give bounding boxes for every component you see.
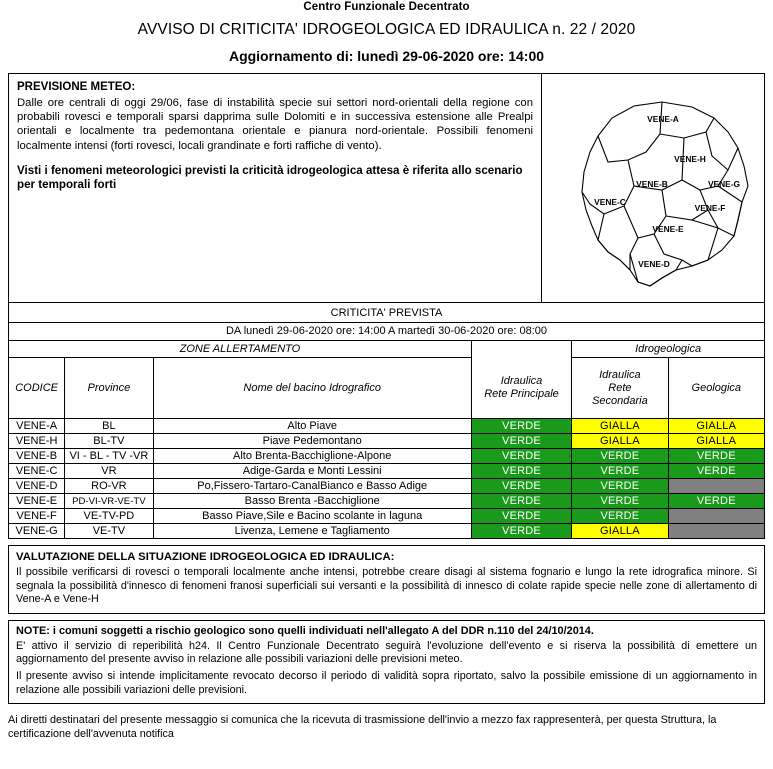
map-label-vene-d: VENE-D xyxy=(638,259,670,269)
row-bacino: Po,Fissero-Tartaro-CanalBianco e Basso Adige xyxy=(153,479,471,494)
meteo-highlight: Visti i fenomeni meteorologici previsti la criticità idrogeologica attesa è riferita allo scenario per temporali forti xyxy=(17,163,523,192)
col-header-codice: CODICE xyxy=(9,358,65,419)
col-header-idraulica-principale-line1: Idraulica xyxy=(500,374,543,387)
row-idraulica-principale: VERDE xyxy=(471,449,571,464)
map-label-vene-f: VENE-F xyxy=(694,203,726,213)
row-geologica: VERDE xyxy=(668,449,764,464)
group-header-spacer xyxy=(471,341,571,358)
group-header-zone: ZONE ALLERTAMENTO xyxy=(9,341,472,358)
row-codice: VENE-E xyxy=(9,494,65,509)
col-header-bacino: Nome del bacino Idrografico xyxy=(153,358,471,419)
map-label-vene-a: VENE-A xyxy=(647,114,679,124)
row-bacino: Basso Brenta -Bacchiglione xyxy=(153,494,471,509)
document-title: AVVISO DI CRITICITA' IDROGEOLOGICA ED IDRAULICA n. 22 / 2020 xyxy=(137,21,636,38)
row-codice: VENE-D xyxy=(9,479,65,494)
col-header-idraulica-secondaria-line1: Idraulica xyxy=(599,368,641,381)
col-header-idraulica-secondaria xyxy=(572,358,668,419)
meteo-text-cell xyxy=(9,74,542,302)
col-header-province: Province xyxy=(65,358,153,419)
row-idraulica-secondaria: GIALLA xyxy=(572,419,668,434)
row-idraulica-principale: VERDE xyxy=(471,509,571,524)
map-label-vene-c: VENE-C xyxy=(594,197,626,207)
criticita-period-row xyxy=(9,323,765,341)
row-bacino: Basso Piave,Sile e Bacino scolante in laguna xyxy=(153,509,471,524)
row-geologica xyxy=(668,479,764,494)
row-geologica: GIALLA xyxy=(668,434,764,449)
veneto-zone-map xyxy=(542,74,764,302)
meteo-section xyxy=(8,73,765,303)
row-idraulica-secondaria: GIALLA xyxy=(572,434,668,449)
valutazione-title: VALUTAZIONE DELLA SITUAZIONE IDROGEOLOGICA ED IDRAULICA: xyxy=(16,551,395,563)
table-row xyxy=(9,464,765,479)
col-header-idraulica-secondaria-line2: Rete xyxy=(608,381,632,394)
table-row xyxy=(9,494,765,509)
row-codice: VENE-G xyxy=(9,524,65,539)
col-header-geologica: Geologica xyxy=(668,358,764,419)
criticita-title: CRITICITA' PREVISTA xyxy=(9,303,765,323)
map-label-vene-g: VENE-G xyxy=(707,179,741,189)
veneto-map-svg xyxy=(542,74,770,302)
organization-title: Centro Funzionale Decentrato xyxy=(303,1,470,13)
row-idraulica-principale: VERDE xyxy=(471,434,571,449)
col-header-idraulica-principale-line2: Rete Principale xyxy=(484,387,559,400)
footer-note: Ai diretti destinatari del presente messaggio si comunica che la ricevuta di trasmissione dell'invio a mezzo fax rappresenterà, per questa Struttura, la certificazione dell'avvenuta notifica xyxy=(8,714,717,740)
row-codice: VENE-B xyxy=(9,449,65,464)
table-row xyxy=(9,479,765,494)
note-paragraph-1: E' attivo il servizio di reperibilità h24. Il Centro Funzionale Decentrato seguirà l'evoluzione dell'evento e si riserva la possibilità di emettere un aggiornamento del presente avviso in relazione alle possibili variazioni delle previsioni meteo. xyxy=(16,639,757,666)
row-geologica xyxy=(668,509,764,524)
table-row xyxy=(9,509,765,524)
row-bacino: Adige-Garda e Monti Lessini xyxy=(153,464,471,479)
meteo-body: Dalle ore centrali di oggi 29/06, fase di instabilità specie sui settori nord-orientali della regione con probabili rovesci e temporali sparsi dapprima sulle Dolomiti e in successiva estensione alle Prealpi orientali e localmente tra pedemontana orientale e pianura nord-orientale. Possibili fenomeni localmente intensi (forti rovesci, locali grandinate e forti raffiche di vento). xyxy=(17,97,533,152)
row-bacino: Piave Pedemontano xyxy=(153,434,471,449)
row-idraulica-secondaria: GIALLA xyxy=(572,524,668,539)
row-province: VI - BL - TV -VR xyxy=(65,449,153,464)
row-idraulica-principale: VERDE xyxy=(471,494,571,509)
row-bacino: Alto Brenta-Bacchiglione-Alpone xyxy=(153,449,471,464)
row-province: VE-TV-PD xyxy=(65,509,153,524)
note-title: NOTE: i comuni soggetti a rischio geologico sono quelli individuati nell'allegato A del DDR n.110 del 24/10/2014. xyxy=(16,624,594,637)
row-geologica: VERDE xyxy=(668,494,764,509)
map-label-vene-h: VENE-H xyxy=(674,154,706,164)
row-idraulica-secondaria: VERDE xyxy=(572,494,668,509)
row-idraulica-principale: VERDE xyxy=(471,419,571,434)
table-row xyxy=(9,419,765,434)
row-codice: VENE-F xyxy=(9,509,65,524)
row-province: VE-TV xyxy=(65,524,153,539)
row-idraulica-principale: VERDE xyxy=(471,464,571,479)
row-codice: VENE-H xyxy=(9,434,65,449)
row-province: VR xyxy=(65,464,153,479)
table-row xyxy=(9,524,765,539)
table-row xyxy=(9,449,765,464)
row-province: BL xyxy=(65,419,153,434)
criticita-title-row xyxy=(9,303,765,323)
meteo-title: PREVISIONE METEO: xyxy=(17,81,136,93)
map-label-vene-b: VENE-B xyxy=(636,179,668,189)
note-section xyxy=(8,620,765,704)
row-geologica: GIALLA xyxy=(668,419,764,434)
map-label-vene-e: VENE-E xyxy=(652,224,684,234)
row-bacino: Alto Piave xyxy=(153,419,471,434)
row-province: RO-VR xyxy=(65,479,153,494)
col-header-idraulica-principale xyxy=(471,358,571,419)
row-idraulica-secondaria: VERDE xyxy=(572,464,668,479)
note-paragraph-2: Il presente avviso si intende implicitamente revocato decorso il periodo di validità sopra riportato, salvo la possibile emissione di un aggiornamento in relazione alle possibili variazioni delle previsioni. xyxy=(16,669,757,696)
row-province: PD-VI-VR-VE-TV xyxy=(65,494,153,509)
row-bacino: Livenza, Lemene e Tagliamento xyxy=(153,524,471,539)
criticita-period: DA lunedì 29-06-2020 ore: 14:00 A martedì 30-06-2020 ore: 08:00 xyxy=(9,323,765,341)
row-geologica xyxy=(668,524,764,539)
criticita-group-row xyxy=(9,341,765,358)
group-header-idrogeologica: Idrogeologica xyxy=(572,341,765,358)
valutazione-section xyxy=(8,545,765,614)
row-geologica: VERDE xyxy=(668,464,764,479)
row-idraulica-secondaria: VERDE xyxy=(572,479,668,494)
update-line: Aggiornamento di: lunedì 29-06-2020 ore: 14:00 xyxy=(228,48,545,64)
row-codice: VENE-A xyxy=(9,419,65,434)
row-idraulica-principale: VERDE xyxy=(471,479,571,494)
row-codice: VENE-C xyxy=(9,464,65,479)
valutazione-body: Il possibile verificarsi di rovesci o temporali localmente anche intensi, potrebbe creare disagi al sistema fognario e lungo la rete idrografica minore. Si segnala la possibilità d'innesco di fenomeni franosi superficiali sui versanti e la possibilità di innesco di colate rapide specie nelle zone di allertamento di Vene-A e Vene-H xyxy=(16,566,757,606)
row-province: BL-TV xyxy=(65,434,153,449)
row-idraulica-secondaria: VERDE xyxy=(572,509,668,524)
col-header-idraulica-secondaria-line3: Secondaria xyxy=(592,394,648,407)
table-row xyxy=(9,434,765,449)
criticita-column-header-row xyxy=(9,358,765,419)
row-idraulica-principale: VERDE xyxy=(471,524,571,539)
criticita-table xyxy=(8,302,765,539)
row-idraulica-secondaria: VERDE xyxy=(572,449,668,464)
